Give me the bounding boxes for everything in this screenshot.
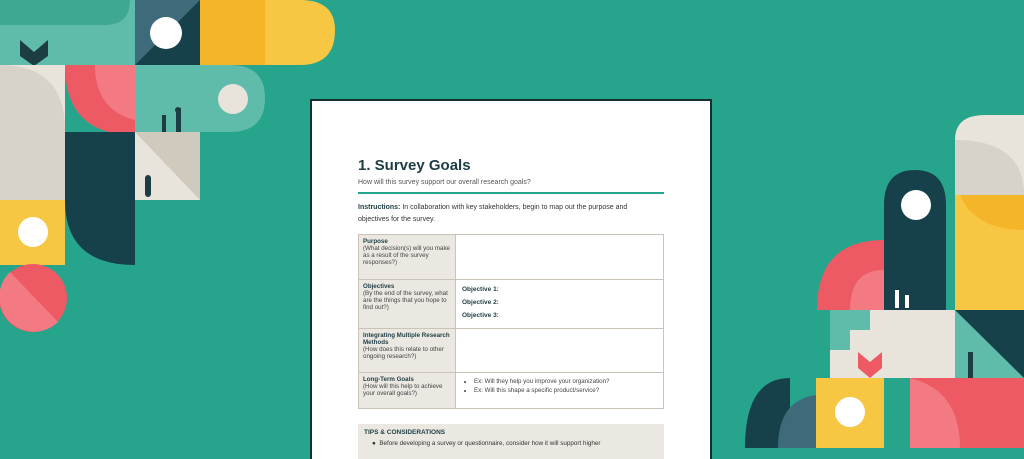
row-label-cell: [359, 373, 456, 409]
instructions-label: Instructions:: [358, 204, 401, 211]
objective-1-label: Objective 1:: [462, 286, 499, 293]
row-label: Purpose: [363, 238, 388, 245]
goals-list: [460, 378, 659, 394]
tips-box: [358, 424, 664, 459]
instructions-text: In collaboration with key stakeholders, begin to map out the purpose and objectives for the survey.: [358, 204, 628, 223]
document-title: 1. Survey Goals: [358, 157, 471, 174]
value-cell: [456, 329, 664, 373]
tips-title: TIPS & CONSIDERATIONS: [364, 429, 446, 436]
row-label-cell: [359, 280, 456, 329]
list-item: • Ex: Will they help you improve your organization?: [474, 378, 659, 385]
list-item: • Ex: Will this shape a specific product/service?: [474, 387, 659, 394]
table-row: [359, 280, 664, 329]
objective-3-label: Objective 3:: [462, 312, 499, 319]
objective-2-label: Objective 2:: [462, 299, 499, 306]
value-cell: [456, 280, 664, 329]
survey-goals-table: [358, 234, 664, 409]
row-label: Objectives: [363, 283, 395, 290]
row-label-cell: [359, 235, 456, 280]
value-cell: [456, 373, 664, 409]
row-label: Long-Term Goals: [363, 376, 414, 383]
tips-bullet-text: Before developing a survey or questionnaire, consider how it will support higher: [379, 440, 601, 447]
row-label: Integrating Multiple Research Methods: [363, 332, 450, 346]
value-cell: [456, 235, 664, 280]
row-description: (What decision(s) will you make as a result of the survey responses?): [363, 245, 450, 266]
instructions: [358, 202, 658, 226]
table-row: [359, 373, 664, 409]
tips-bullet: ● Before developing a survey or questionnaire, consider how it will support higher: [372, 440, 601, 447]
row-label-cell: [359, 329, 456, 373]
circle-shape: [150, 17, 182, 49]
title-divider: [358, 192, 664, 194]
table-row: [359, 329, 664, 373]
row-description: (How does this relate to other ongoing research?): [363, 346, 444, 360]
row-description: (By the end of the survey, what are the things that you hope to find out?): [363, 290, 448, 311]
document-preview: [310, 99, 712, 459]
table-row: [359, 235, 664, 280]
row-description: (How will this help to achieve your overall goals?): [363, 383, 443, 397]
document-subtitle: How will this survey support our overall research goals?: [358, 179, 531, 186]
